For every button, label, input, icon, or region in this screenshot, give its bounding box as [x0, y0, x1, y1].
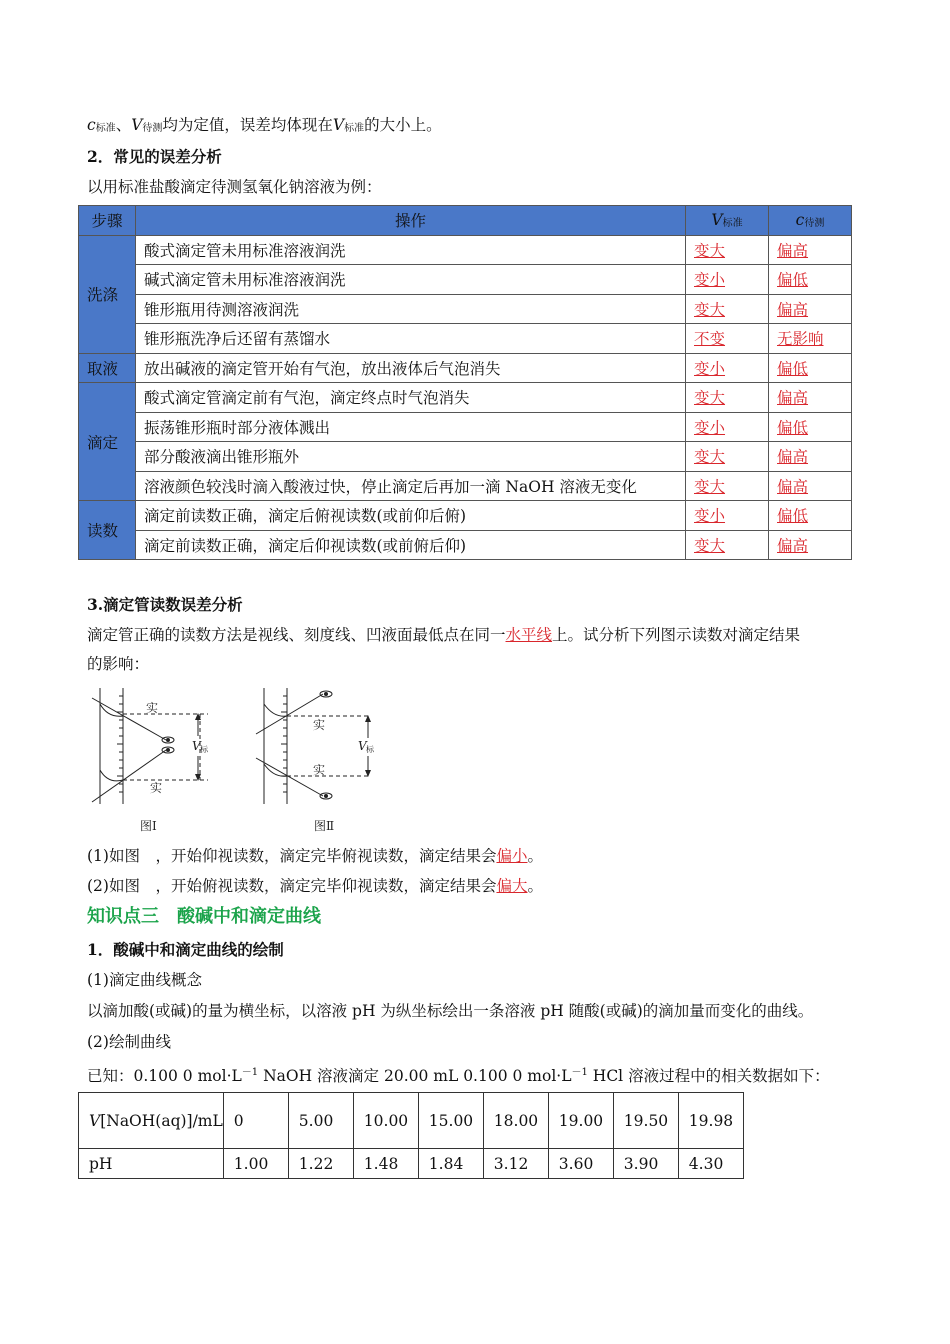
v-change: 不变 — [694, 330, 726, 349]
error-analysis-table — [78, 205, 852, 560]
c-result: 偏低 — [777, 271, 809, 290]
operation-cell: 部分酸液滴出锥形瓶外 — [136, 442, 686, 472]
question-2: (2)如图 ，开始俯视读数，滴定完毕仰视读数，滴定结果会偏大。 — [87, 877, 543, 895]
c-result: 偏高 — [777, 536, 809, 555]
table-row — [79, 501, 852, 531]
table-row — [79, 442, 852, 472]
label-real: 实 — [313, 763, 326, 777]
c-result: 偏高 — [777, 300, 809, 319]
volume-cell: 5.00 — [288, 1093, 353, 1149]
volume-cell: 19.98 — [678, 1093, 743, 1149]
volume-cell: 15.00 — [418, 1093, 483, 1149]
v-change: 变大 — [694, 389, 726, 408]
table-row — [79, 265, 852, 295]
v-change: 变大 — [694, 477, 726, 496]
table-row — [79, 1149, 744, 1179]
ph-cell: 1.84 — [418, 1149, 483, 1179]
label-v: V — [358, 739, 367, 753]
ph-cell: 4.30 — [678, 1149, 743, 1179]
operation-cell: 碱式滴定管未用标准溶液润洗 — [136, 265, 686, 295]
table-row — [79, 1093, 744, 1149]
sub-1-title: (1)滴定曲线概念 — [87, 971, 202, 989]
header-step: 步骤 — [79, 206, 136, 236]
table-row — [79, 294, 852, 324]
header-c-test: $c_{待测}$ — [769, 206, 852, 236]
table-row — [79, 324, 852, 354]
volume-cell: 18.00 — [483, 1093, 548, 1149]
table-row — [79, 471, 852, 501]
known-data-text: 已知：0.100 0 $mol\cdot L^{-1}$ NaOH 溶液滴定 20.00 mL 0.100 0 $mol\cdot L^{-1}$ HCl 溶液过程中的相关数据如下： — [87, 1067, 830, 1086]
operation-cell: 放出碱液的滴定管开始有气泡，放出液体后气泡消失 — [136, 353, 686, 383]
operation-cell: 锥形瓶洗净后还留有蒸馏水 — [136, 324, 686, 354]
c-result: 偏高 — [777, 448, 809, 467]
subsection-1-title: 1．酸碱中和滴定曲线的绘制 — [87, 940, 284, 959]
c-result: 偏高 — [777, 389, 809, 408]
v-change: 变小 — [694, 418, 726, 437]
volume-label-cell: V[NaOH(aq)]/mL — [79, 1093, 224, 1149]
figure1-caption: 图Ⅰ — [140, 819, 157, 833]
burette-reading-figure — [88, 684, 388, 840]
volume-cell: 10.00 — [353, 1093, 418, 1149]
volume-cell: 19.50 — [613, 1093, 678, 1149]
intro-line: $c_{标准}$、$V_{待测}$均为定值，误差均体现在$V_{标准}$的大小上。 — [87, 116, 442, 134]
ph-cell: 1.22 — [288, 1149, 353, 1179]
operation-cell: 滴定前读数正确，滴定后仰视读数(或前俯后仰) — [136, 530, 686, 560]
knowledge-point-3-title: 知识点三 酸碱中和滴定曲线 — [87, 906, 321, 927]
c-result: 偏低 — [777, 418, 809, 437]
header-operation: 操作 — [136, 206, 686, 236]
operation-cell: 振荡锥形瓶时部分液体溅出 — [136, 412, 686, 442]
burette1-ticks — [117, 696, 123, 792]
label-real: 实 — [150, 781, 163, 795]
v-change: 变大 — [694, 536, 726, 555]
meniscus2-bottom — [264, 764, 287, 776]
v-change: 变小 — [694, 359, 726, 378]
volume-cell: 0 — [223, 1093, 288, 1149]
operation-cell: 滴定前读数正确，滴定后俯视读数(或前仰后俯) — [136, 501, 686, 531]
category-reading: 读数 — [79, 501, 136, 560]
ph-label-cell: pH — [79, 1149, 224, 1179]
c-result: 偏低 — [777, 507, 809, 526]
table-header-row — [79, 206, 852, 236]
answer-1: 偏小 — [496, 847, 528, 865]
meniscus1-bottom — [100, 770, 123, 781]
question-1: (1)如图 ，开始仰视读数，滴定完毕俯视读数，滴定结果会偏小。 — [87, 847, 543, 865]
category-take: 取液 — [79, 353, 136, 383]
pupil — [166, 748, 170, 752]
ph-cell: 3.60 — [548, 1149, 613, 1179]
c-result: 偏高 — [777, 477, 809, 496]
section2-title: 2．常见的误差分析 — [87, 147, 222, 166]
volume-cell: 19.00 — [548, 1093, 613, 1149]
burette2-ticks — [281, 696, 287, 792]
operation-cell: 酸式滴定管滴定前有气泡，滴定终点时气泡消失 — [136, 383, 686, 413]
ph-cell: 3.12 — [483, 1149, 548, 1179]
pupil — [324, 794, 328, 798]
ph-cell: 1.00 — [223, 1149, 288, 1179]
v-change: 变大 — [694, 448, 726, 467]
c-result: 偏高 — [777, 241, 809, 260]
label-real: 实 — [146, 701, 159, 715]
ph-data-table — [78, 1092, 744, 1179]
category-wash: 洗涤 — [79, 235, 136, 353]
section2-desc: 以用标准盐酸滴定待测氢氧化钠溶液为例： — [87, 178, 382, 196]
v-change: 变小 — [694, 507, 726, 526]
ph-cell: 3.90 — [613, 1149, 678, 1179]
concept-text: 以滴加酸(或碱)的量为横坐标，以溶液 pH 为纵坐标绘出一条溶液 pH 随酸(或碱)的滴加量而变化的曲线。 — [87, 1002, 814, 1020]
table-row — [79, 412, 852, 442]
svg-text:标: 标 — [200, 745, 208, 754]
category-titrate: 滴定 — [79, 383, 136, 501]
pupil — [324, 692, 328, 696]
operation-cell: 锥形瓶用待测溶液润洗 — [136, 294, 686, 324]
ph-cell: 1.48 — [353, 1149, 418, 1179]
svg-text:标: 标 — [366, 745, 374, 754]
operation-cell: 溶液颜色较浅时滴入酸液过快，停止滴定后再加一滴 NaOH 溶液无变化 — [136, 471, 686, 501]
section3-para: 滴定管正确的读数方法是视线、刻度线、凹液面最低点在同一水平线上。试分析下列图示读数对滴定结果 — [87, 626, 801, 644]
meniscus1-top — [100, 704, 123, 716]
figure2-caption: 图Ⅱ — [314, 819, 335, 833]
meniscus2-top — [264, 704, 287, 716]
v-symbol: V — [131, 116, 143, 134]
table-row — [79, 353, 852, 383]
header-v-standard: $V_{标准}$ — [686, 206, 769, 236]
operation-cell: 酸式滴定管未用标准溶液润洗 — [136, 235, 686, 265]
sub-2-title: (2)绘制曲线 — [87, 1033, 171, 1051]
answer-2: 偏大 — [496, 877, 528, 895]
table-row — [79, 235, 852, 265]
c-result: 偏低 — [777, 359, 809, 378]
c-result: 无影响 — [777, 330, 824, 349]
section3-para-cont: 的影响： — [87, 655, 150, 673]
answer-horizontal-line: 水平线 — [505, 626, 553, 644]
table-row — [79, 530, 852, 560]
v-change: 变小 — [694, 271, 726, 290]
section3-title: 3.滴定管读数误差分析 — [87, 595, 243, 614]
v-change: 变大 — [694, 300, 726, 319]
v-change: 变大 — [694, 241, 726, 260]
label-v: V — [192, 739, 201, 753]
label-real: 实 — [313, 718, 326, 732]
table-row — [79, 383, 852, 413]
pupil — [166, 738, 170, 742]
c-symbol: c — [87, 116, 96, 134]
